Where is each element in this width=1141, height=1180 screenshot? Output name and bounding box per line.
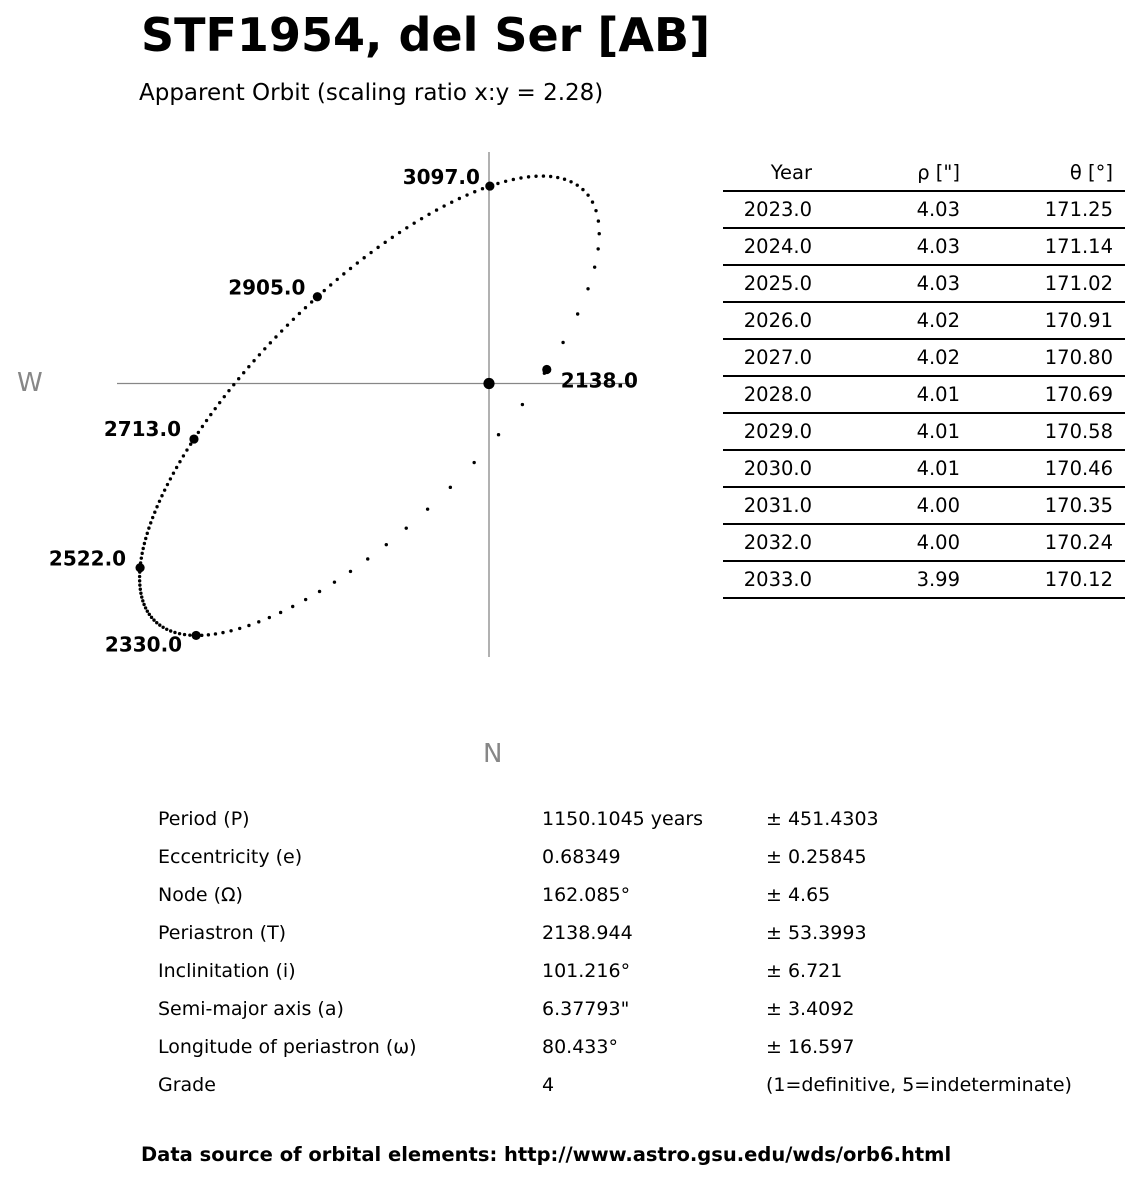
orbit-dot xyxy=(158,623,161,626)
table-row xyxy=(723,339,1125,376)
epoch-dot xyxy=(485,181,494,190)
orbit-dot xyxy=(521,403,524,406)
theta-cell: 170.35 xyxy=(960,487,1125,524)
orbit-dot xyxy=(527,175,530,178)
orbit-dot xyxy=(161,626,164,629)
element-error: ± 3.4092 xyxy=(766,998,855,1020)
theta-cell: 170.80 xyxy=(960,339,1125,376)
orbit-dot xyxy=(138,579,141,582)
theta-cell: 170.24 xyxy=(960,524,1125,561)
orbit-dot xyxy=(140,556,143,559)
orbit-dot xyxy=(427,213,430,216)
orbit-dot xyxy=(144,537,147,540)
orbit-dot xyxy=(155,621,158,624)
orbit-dot xyxy=(292,318,295,321)
element-error: ± 4.65 xyxy=(766,884,831,906)
orbit-dot xyxy=(356,261,359,264)
element-error: ± 53.3993 xyxy=(766,922,867,944)
orbit-dot xyxy=(143,542,146,545)
orbit-dot xyxy=(561,341,564,344)
orbit-dot xyxy=(140,595,143,598)
orbit-dot xyxy=(169,477,172,480)
orbit-dot xyxy=(140,552,143,555)
orbit-dot xyxy=(594,209,597,212)
orbit-dot xyxy=(144,606,147,609)
table-row xyxy=(723,191,1125,228)
rho-cell: 4.01 xyxy=(812,376,960,413)
orbit-dot xyxy=(586,193,589,196)
orbit-dot xyxy=(163,488,166,491)
orbit-dot xyxy=(172,472,175,475)
table-row xyxy=(723,302,1125,339)
orbit-dot xyxy=(166,483,169,486)
orbit-dot xyxy=(349,267,352,270)
element-value: 80.433° xyxy=(542,1036,618,1058)
element-error: ± 16.597 xyxy=(766,1036,855,1058)
table-row xyxy=(723,413,1125,450)
rho-cell: 4.00 xyxy=(812,524,960,561)
orbit-dot xyxy=(279,611,282,614)
col-header-theta: θ [°] xyxy=(960,155,1125,191)
orbit-dot xyxy=(586,287,589,290)
orbit-dot xyxy=(542,174,545,177)
element-label: Longitude of periastron (ω) xyxy=(158,1036,417,1058)
table-row xyxy=(723,376,1125,413)
theta-cell: 170.12 xyxy=(960,561,1125,598)
page-title: STF1954, del Ser [AB] xyxy=(141,8,711,62)
orbit-dot xyxy=(229,629,232,632)
element-row xyxy=(158,1066,1078,1104)
orbit-dot xyxy=(155,505,158,508)
orbit-dot xyxy=(291,605,294,608)
element-value: 6.37793" xyxy=(542,998,630,1020)
year-cell: 2027.0 xyxy=(723,339,812,376)
rho-cell: 4.02 xyxy=(812,339,960,376)
epoch-label: 3097.0 xyxy=(402,165,480,190)
theta-cell: 171.02 xyxy=(960,265,1125,302)
orbit-dot xyxy=(369,251,372,254)
orbit-dot xyxy=(146,610,149,613)
orbit-dot xyxy=(442,204,445,207)
orbit-dot xyxy=(435,208,438,211)
element-value: 2138.944 xyxy=(542,922,633,944)
orbit-dot xyxy=(496,182,499,185)
orbit-dot xyxy=(286,323,289,326)
orbit-dot xyxy=(512,178,515,181)
orbit-dot xyxy=(269,341,272,344)
orbit-dot xyxy=(221,631,224,634)
epoch-label: 2713.0 xyxy=(103,417,181,442)
orbit-dot xyxy=(280,329,283,332)
orbit-dot xyxy=(383,241,386,244)
year-cell: 2029.0 xyxy=(723,413,812,450)
orbit-dot xyxy=(549,175,552,178)
orbit-dot xyxy=(252,359,255,362)
element-row xyxy=(158,838,1078,876)
rho-cell: 4.03 xyxy=(812,265,960,302)
element-value: 162.085° xyxy=(542,884,631,906)
orbit-dot xyxy=(142,603,145,606)
orbit-dot xyxy=(598,232,601,235)
orbit-dot xyxy=(147,526,150,529)
table-row xyxy=(723,450,1125,487)
orbit-dot xyxy=(218,401,221,404)
year-cell: 2028.0 xyxy=(723,376,812,413)
col-header-year: Year xyxy=(723,155,812,191)
rho-cell: 4.01 xyxy=(812,413,960,450)
orbit-dot xyxy=(597,219,600,222)
orbit-dot xyxy=(472,461,475,464)
element-label: Eccentricity (e) xyxy=(158,846,303,868)
col-header-rho: ρ ["] xyxy=(812,155,960,191)
orbit-dot xyxy=(450,200,453,203)
orbit-dot xyxy=(333,580,336,583)
orbit-dot xyxy=(150,616,153,619)
year-cell: 2024.0 xyxy=(723,228,812,265)
orbit-dot xyxy=(426,507,429,510)
theta-cell: 170.46 xyxy=(960,450,1125,487)
table-row xyxy=(723,524,1125,561)
orbit-dot xyxy=(223,395,226,398)
orbit-dot xyxy=(310,300,313,303)
orbit-dot xyxy=(268,616,271,619)
west-label: W xyxy=(17,368,43,398)
table-row xyxy=(723,228,1125,265)
rho-cell: 4.03 xyxy=(812,191,960,228)
orbit-dot xyxy=(182,454,185,457)
orbit-dot xyxy=(556,176,559,179)
orbit-dot xyxy=(569,180,572,183)
element-value: 101.216° xyxy=(542,960,631,982)
orbit-dot xyxy=(214,407,217,410)
orbit-dot xyxy=(151,516,154,519)
orbit-dot xyxy=(185,448,188,451)
rho-cell: 4.00 xyxy=(812,487,960,524)
orbit-dot xyxy=(165,628,168,631)
orbit-dot xyxy=(209,413,212,416)
rho-cell: 4.03 xyxy=(812,228,960,265)
ephemeris-table xyxy=(723,155,1125,599)
orbit-dot xyxy=(139,592,142,595)
orbit-dot xyxy=(304,598,307,601)
orbit-dot xyxy=(138,583,141,586)
orbit-dot xyxy=(227,389,230,392)
orbit-dot xyxy=(175,466,178,469)
element-label: Node (Ω) xyxy=(158,884,243,906)
orbit-dot xyxy=(298,312,301,315)
orbit-dot xyxy=(188,633,191,636)
orbit-dot xyxy=(205,419,208,422)
orbit-dot xyxy=(593,265,596,268)
orbit-dot xyxy=(366,557,369,560)
table-row xyxy=(723,265,1125,302)
year-cell: 2025.0 xyxy=(723,265,812,302)
orbit-dot xyxy=(274,335,277,338)
orbit-dot xyxy=(138,575,141,578)
orbit-dot xyxy=(420,217,423,220)
epoch-label: 2522.0 xyxy=(48,546,127,571)
element-label: Grade xyxy=(158,1074,216,1096)
year-cell: 2031.0 xyxy=(723,487,812,524)
orbital-elements-list xyxy=(158,800,1078,1104)
orbit-dot xyxy=(591,200,594,203)
theta-cell: 170.91 xyxy=(960,302,1125,339)
element-label: Period (P) xyxy=(158,808,250,830)
year-cell: 2030.0 xyxy=(723,450,812,487)
theta-cell: 171.14 xyxy=(960,228,1125,265)
year-cell: 2033.0 xyxy=(723,561,812,598)
epoch-dot xyxy=(542,365,551,374)
orbit-dot xyxy=(349,570,352,573)
year-cell: 2026.0 xyxy=(723,302,812,339)
orbit-dot xyxy=(391,236,394,239)
north-label: N xyxy=(483,739,503,769)
rho-cell: 4.02 xyxy=(812,302,960,339)
orbit-dot xyxy=(576,183,579,186)
epoch-dot xyxy=(189,434,198,443)
epoch-dot xyxy=(313,292,322,301)
orbit-dot xyxy=(596,247,599,250)
element-error: ± 451.4303 xyxy=(766,808,879,830)
element-error: ± 0.25845 xyxy=(766,846,867,868)
orbit-dot xyxy=(242,371,245,374)
primary-star-dot xyxy=(483,378,494,389)
element-value: 0.68349 xyxy=(542,846,621,868)
orbit-dot xyxy=(158,500,161,503)
orbit-dot xyxy=(412,221,415,224)
epoch-label: 2138.0 xyxy=(560,368,638,393)
orbit-dot xyxy=(146,532,149,535)
orbit-dot xyxy=(304,306,307,309)
theta-cell: 170.58 xyxy=(960,413,1125,450)
orbit-dot xyxy=(405,226,408,229)
orbit-dot xyxy=(398,231,401,234)
orbit-dot xyxy=(473,190,476,193)
orbit-dot xyxy=(504,180,507,183)
orbit-dot xyxy=(142,547,145,550)
orbit-dot xyxy=(336,278,339,281)
element-value: 1150.1045 years xyxy=(542,808,704,830)
orbit-dot xyxy=(178,460,181,463)
orbit-dot xyxy=(207,633,210,636)
orbit-dot xyxy=(141,599,144,602)
orbit-dot xyxy=(247,365,250,368)
orbit-dot xyxy=(257,620,260,623)
element-row xyxy=(158,1028,1078,1066)
orbit-dot xyxy=(237,377,240,380)
epoch-dot xyxy=(192,631,201,640)
orbit-dot xyxy=(563,178,566,181)
page-subtitle: Apparent Orbit (scaling ratio x:y = 2.28) xyxy=(139,80,604,106)
orbit-dot xyxy=(329,283,332,286)
orbit-dot xyxy=(160,494,163,497)
table-row xyxy=(723,487,1125,524)
orbit-dot xyxy=(318,590,321,593)
orbit-dot xyxy=(581,188,584,191)
rho-cell: 3.99 xyxy=(812,561,960,598)
epoch-label: 2330.0 xyxy=(104,632,183,657)
element-value: 4 xyxy=(542,1074,555,1096)
orbit-dot xyxy=(323,289,326,292)
element-row xyxy=(158,990,1078,1028)
orbit-dot xyxy=(362,256,365,259)
epoch-dot xyxy=(135,563,144,572)
orbit-dot xyxy=(376,246,379,249)
orbit-dot xyxy=(534,175,537,178)
orbit-dot xyxy=(197,431,200,434)
element-label: Semi-major axis (a) xyxy=(158,998,344,1020)
table-row xyxy=(723,561,1125,598)
orbit-dot xyxy=(153,510,156,513)
element-error: ± 6.721 xyxy=(766,960,843,982)
orbit-plot xyxy=(0,140,700,790)
year-cell: 2023.0 xyxy=(723,191,812,228)
epoch-label: 2905.0 xyxy=(228,275,306,300)
orbit-dot xyxy=(149,521,152,524)
orbit-dot xyxy=(152,618,155,621)
table-header-row xyxy=(723,155,1125,191)
orbit-dot xyxy=(405,526,408,529)
element-row xyxy=(158,876,1078,914)
element-label: Periastron (T) xyxy=(158,922,287,944)
orbit-dot xyxy=(183,633,186,636)
orbit-dot xyxy=(497,433,500,436)
orbit-dot xyxy=(201,425,204,428)
orbit-dot xyxy=(449,486,452,489)
orbit-dot xyxy=(214,632,217,635)
orbit-dot xyxy=(238,627,241,630)
orbit-dot xyxy=(148,613,151,616)
element-row xyxy=(158,800,1078,838)
element-error: (1=definitive, 5=indeterminate) xyxy=(766,1074,1072,1096)
year-cell: 2032.0 xyxy=(723,524,812,561)
orbit-dot xyxy=(342,272,345,275)
element-label: Inclinitation (i) xyxy=(158,960,296,982)
orbit-dot xyxy=(465,193,468,196)
orbit-dot xyxy=(385,543,388,546)
orbit-dot xyxy=(576,312,579,315)
element-row xyxy=(158,914,1078,952)
orbit-dot xyxy=(519,176,522,179)
orbit-dot xyxy=(458,197,461,200)
rho-cell: 4.01 xyxy=(812,450,960,487)
element-row xyxy=(158,952,1078,990)
data-source-note: Data source of orbital elements: http://www.astro.gsu.edu/wds/orb6.html xyxy=(141,1143,952,1166)
orbit-dot xyxy=(139,588,142,591)
orbit-dot xyxy=(258,353,261,356)
theta-cell: 171.25 xyxy=(960,191,1125,228)
orbit-dot xyxy=(263,347,266,350)
theta-cell: 170.69 xyxy=(960,376,1125,413)
orbit-dot xyxy=(247,624,250,627)
orbit-dot xyxy=(481,187,484,190)
orbit-dot xyxy=(232,383,235,386)
